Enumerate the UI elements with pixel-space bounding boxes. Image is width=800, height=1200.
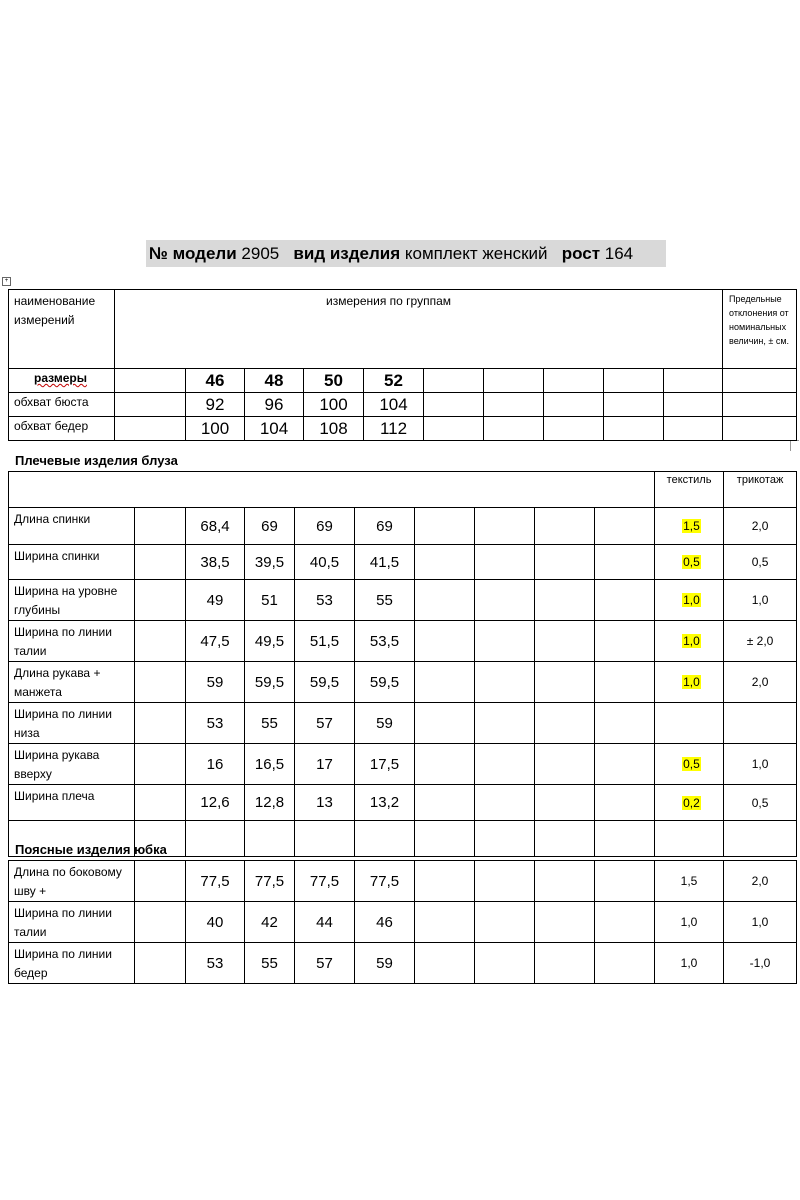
measurement-value: 40 [186, 902, 245, 943]
knit-tolerance: 1,0 [724, 902, 797, 943]
model-label: № модели [149, 244, 237, 263]
textile-value: 1,0 [683, 634, 700, 648]
measurement-value: 46 [355, 902, 415, 943]
measurement-value: 59,5 [245, 662, 295, 703]
textile-tolerance [655, 785, 724, 821]
table-row [9, 621, 797, 662]
measurement-label: Ширина спинки [9, 545, 135, 580]
group-measurements-header: измерения по группам [115, 290, 723, 369]
knit-tolerance: -1,0 [724, 943, 797, 984]
measurement-value: 49 [186, 580, 245, 621]
table-row [9, 902, 797, 943]
skirt-table [8, 860, 797, 984]
measurement-label: Длина спинки [9, 508, 135, 545]
textile-tolerance: 1,0 [655, 943, 724, 984]
bust-cell: 96 [245, 393, 304, 417]
knit-tolerance: 2,0 [724, 662, 797, 703]
table-row [9, 545, 797, 580]
textile-tolerance [655, 621, 724, 662]
measurement-value: 77,5 [295, 861, 355, 902]
table-row [9, 662, 797, 703]
textile-tolerance [655, 580, 724, 621]
table-row [9, 943, 797, 984]
measurement-value: 55 [245, 943, 295, 984]
knit-header: трикотаж [724, 472, 797, 508]
measurement-label: Ширина рукава вверху [9, 744, 135, 785]
measurement-value: 16,5 [245, 744, 295, 785]
hips-cell: 108 [304, 417, 364, 441]
table-move-handle-icon[interactable]: + [2, 277, 11, 286]
measurement-value: 69 [355, 508, 415, 545]
hips-cell: 104 [245, 417, 304, 441]
bust-label: обхват бюста [9, 393, 115, 417]
measurement-value: 41,5 [355, 545, 415, 580]
measurement-value: 53 [186, 943, 245, 984]
measurement-label: Ширина по линии талии [9, 902, 135, 943]
knit-tolerance: 2,0 [724, 508, 797, 545]
measurement-label: Длина рукава + манжета [9, 662, 135, 703]
measurement-value: 59,5 [355, 662, 415, 703]
measurement-value: 77,5 [355, 861, 415, 902]
size-cell: 52 [364, 369, 424, 393]
measurement-label: Ширина по линии бедер [9, 943, 135, 984]
measurement-value: 77,5 [186, 861, 245, 902]
knit-tolerance: 1,0 [724, 744, 797, 785]
table-row [9, 785, 797, 821]
hips-cell: 112 [364, 417, 424, 441]
textile-value: 1,0 [683, 675, 700, 689]
hips-label: обхват бедер [9, 417, 115, 441]
height-value: 164 [604, 244, 634, 263]
measurement-value: 59 [355, 943, 415, 984]
table-row [9, 861, 797, 902]
measurement-value: 53,5 [355, 621, 415, 662]
measurement-value: 53 [295, 580, 355, 621]
textile-header: текстиль [655, 472, 724, 508]
measurement-value: 57 [295, 703, 355, 744]
measurement-value: 55 [355, 580, 415, 621]
measurement-value: 59 [186, 662, 245, 703]
measurement-value: 44 [295, 902, 355, 943]
size-cell: 50 [304, 369, 364, 393]
measurement-value: 68,4 [186, 508, 245, 545]
measurement-value: 17 [295, 744, 355, 785]
textile-value: 1,5 [683, 519, 700, 533]
measurement-value: 53 [186, 703, 245, 744]
measurement-value: 13,2 [355, 785, 415, 821]
measurement-value: 17,5 [355, 744, 415, 785]
table-row [9, 744, 797, 785]
measurement-value: 55 [245, 703, 295, 744]
measurement-value: 13 [295, 785, 355, 821]
measurement-value: 59 [355, 703, 415, 744]
textile-tolerance: 1,0 [655, 902, 724, 943]
type-value: комплект женский [404, 244, 548, 263]
measurement-label: Ширина по линии низа [9, 703, 135, 744]
textile-tolerance [655, 508, 724, 545]
model-value: 2905 [241, 244, 280, 263]
measurement-value: 38,5 [186, 545, 245, 580]
measurement-value: 12,6 [186, 785, 245, 821]
measurement-value: 69 [295, 508, 355, 545]
knit-tolerance [724, 703, 797, 744]
model-header [146, 240, 666, 267]
measurement-value: 12,8 [245, 785, 295, 821]
bust-cell: 100 [304, 393, 364, 417]
textile-value: 0,5 [683, 555, 700, 569]
blouse-table [8, 471, 797, 857]
measurement-value: 16 [186, 744, 245, 785]
size-table [8, 289, 797, 441]
height-label: рост [561, 244, 601, 263]
measurement-label: Ширина на уровне глубины [9, 580, 135, 621]
measurement-label: Ширина по линии талии [9, 621, 135, 662]
skirt-section-title: Поясные изделия юбка [15, 842, 167, 857]
textile-value: 1,0 [683, 593, 700, 607]
bust-cell: 92 [186, 393, 245, 417]
measurement-value: 42 [245, 902, 295, 943]
textile-tolerance [655, 744, 724, 785]
measurement-name-header: наименование измерений [9, 290, 115, 369]
measurement-value: 69 [245, 508, 295, 545]
textile-value: 0,2 [683, 795, 700, 810]
bust-cell: 104 [364, 393, 424, 417]
hips-cell: 100 [186, 417, 245, 441]
type-label: вид изделия [293, 244, 401, 263]
size-cell: 48 [245, 369, 304, 393]
blouse-section-title: Плечевые изделия блуза [15, 453, 178, 468]
knit-tolerance: 1,0 [724, 580, 797, 621]
measurement-value: 51 [245, 580, 295, 621]
textile-value: 0,5 [683, 757, 700, 771]
sizes-label: размеры [9, 369, 115, 393]
textile-tolerance [655, 662, 724, 703]
measurement-value: 77,5 [245, 861, 295, 902]
knit-tolerance: 0,5 [724, 785, 797, 821]
measurement-value: 59,5 [295, 662, 355, 703]
textile-tolerance [655, 545, 724, 580]
measurement-value: 57 [295, 943, 355, 984]
measurement-value: 40,5 [295, 545, 355, 580]
knit-tolerance: 2,0 [724, 861, 797, 902]
table-row [9, 508, 797, 545]
measurement-value: 51,5 [295, 621, 355, 662]
measurement-value: 49,5 [245, 621, 295, 662]
measurement-label: Длина по боковому шву + [9, 861, 135, 902]
textile-tolerance [655, 703, 724, 744]
textile-tolerance: 1,5 [655, 861, 724, 902]
knit-tolerance: ± 2,0 [724, 621, 797, 662]
table-resize-corner[interactable] [790, 440, 799, 451]
measurement-value: 39,5 [245, 545, 295, 580]
measurement-label: Ширина плеча [9, 785, 135, 821]
knit-tolerance: 0,5 [724, 545, 797, 580]
table-row [9, 703, 797, 744]
tolerance-header: Предельные отклонения от номинальных величин, ± см. [723, 290, 797, 369]
table-row [9, 580, 797, 621]
measurement-value: 47,5 [186, 621, 245, 662]
size-cell: 46 [186, 369, 245, 393]
